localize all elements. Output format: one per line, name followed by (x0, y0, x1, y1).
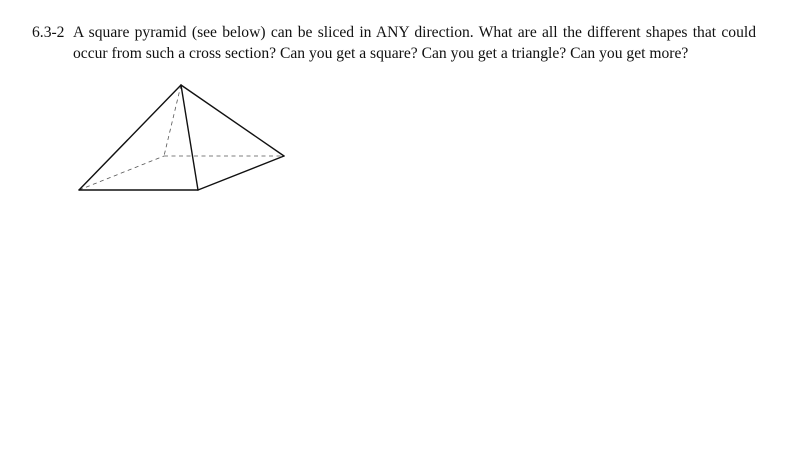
hidden-edges (79, 85, 284, 190)
hidden-edge-base-back-left (79, 156, 164, 190)
edge-apex-right (181, 85, 284, 156)
edge-base-right (198, 156, 284, 190)
problem-text: A square pyramid (see below) can be sliced in ANY direction. What are all the different shapes that could occur from such a cross section? Can you get a square? Can you get a triangle? Can you get more? (73, 24, 756, 62)
visible-edges (79, 85, 284, 190)
edge-apex-left (79, 85, 181, 190)
problem-block (32, 22, 756, 64)
problem-number: 6.3-2 (32, 24, 65, 41)
edge-apex-front (181, 85, 198, 190)
hidden-edge-apex-back (164, 85, 181, 156)
